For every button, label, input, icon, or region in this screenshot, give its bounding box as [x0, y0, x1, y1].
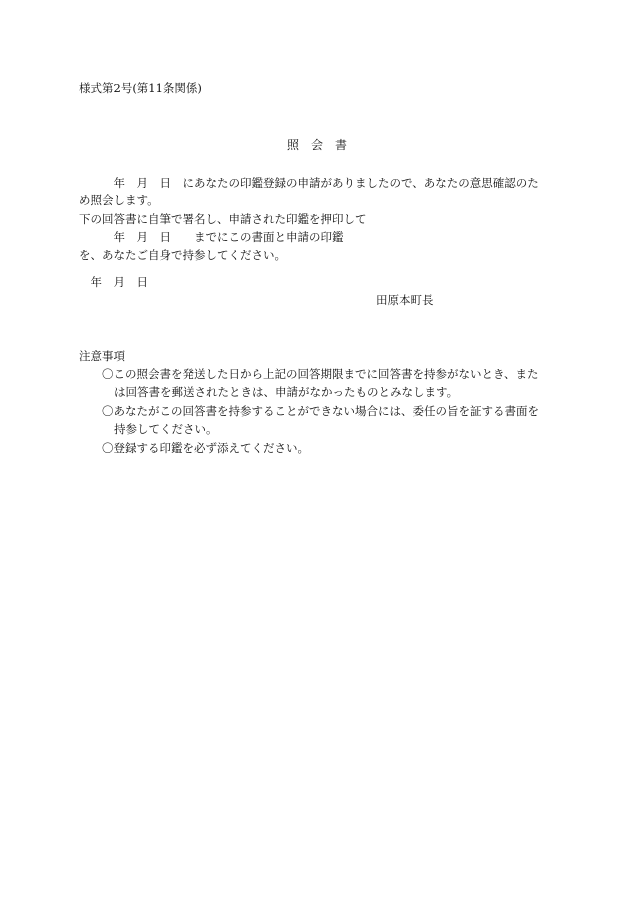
note-item-3-line-1: 〇登録する印鑑を必ず添えてください。: [102, 441, 309, 455]
body-line-4: 年 月 日 までにこの書面と申請の印鑑: [79, 230, 344, 244]
note-item-2-line-1: 〇あなたがこの回答書を持参することができない場合には、委任の旨を証する書面を: [102, 404, 539, 418]
notes-heading: 注意事項: [79, 349, 125, 363]
form-number: 様式第2号(第11条関係): [79, 81, 202, 95]
body-line-5: を、あなたご自身で持参してください。: [79, 248, 286, 262]
document-title: 照 会 書: [287, 138, 348, 152]
note-item-1-line-1: 〇この照会書を発送した日から上記の回答期限までに回答書を持参がないとき、また: [102, 367, 539, 381]
body-line-1: 年 月 日 にあなたの印鑑登録の申請がありましたので、あなたの意思確認のた: [79, 176, 539, 190]
body-line-2: め照会します。: [79, 193, 159, 207]
issuer-name: 田原本町長: [376, 293, 434, 307]
body-line-3: 下の回答書に自筆で署名し、申請された印鑑を押印して: [79, 212, 367, 226]
date-line: 年 月 日: [79, 275, 148, 289]
note-item-1-line-2: は回答書を郵送されたときは、申請がなかったものとみなします。: [114, 385, 459, 399]
note-item-2-line-2: 持参してください。: [114, 422, 218, 436]
